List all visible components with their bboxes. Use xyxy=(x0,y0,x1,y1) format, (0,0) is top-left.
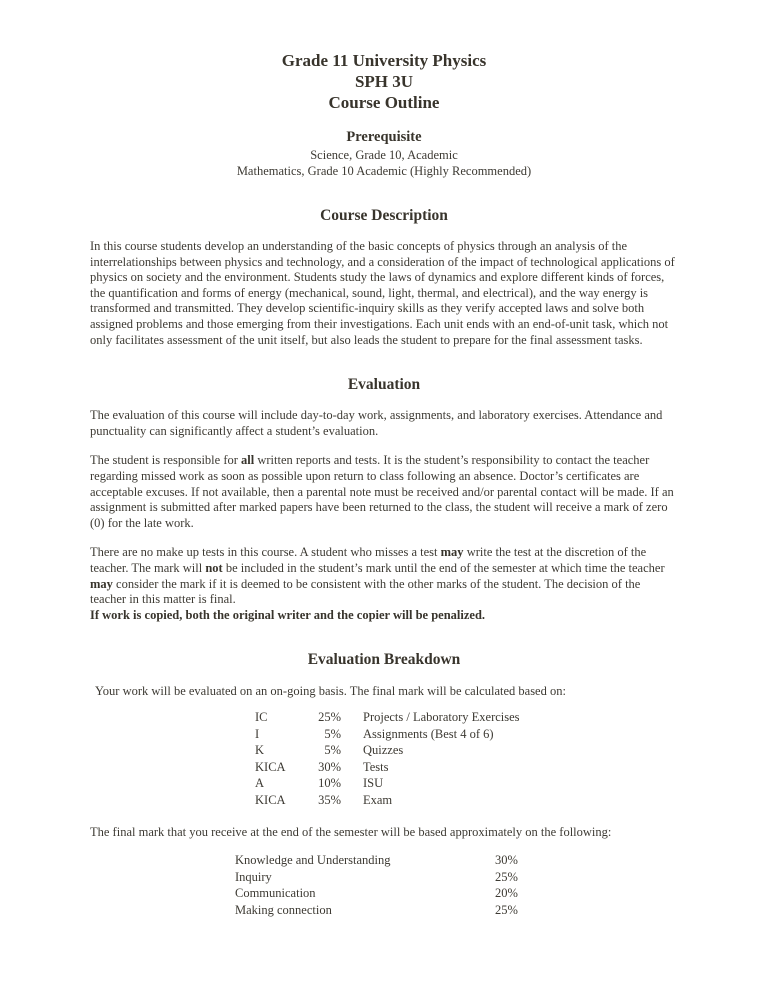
category-code: I xyxy=(255,726,260,741)
paragraph-text: written reports and tests. It is the student’s responsibility to contact the teacher regarding missed work as soon as possible upon return to class following an absence. Doctor’s certificates are acceptable excuses. If not available, then a parental note must be received and/or parental contact will be made. If an assignment is submitted after marked papers have been returned to the class, the student will receive a mark of zero (0) for the late work. xyxy=(90,453,674,530)
paragraph-text: There are no make up tests in this course. A student who misses a test xyxy=(90,545,441,560)
course-title-line-1: Grade 11 University Physics xyxy=(281,51,487,70)
paragraph-text: write the test at the discretion of the teacher. The mark will xyxy=(90,545,647,575)
weight-percent: 30% xyxy=(495,853,518,868)
paragraph-text: be included in the student’s mark until the end of the semester at which time the teacher xyxy=(222,560,665,575)
category-percent: 5% xyxy=(324,743,341,758)
emphasis-text: all xyxy=(241,453,255,468)
course-description-heading: Course Description xyxy=(320,207,448,224)
evaluation-paragraph-2 xyxy=(90,453,678,531)
table-row xyxy=(255,726,520,743)
evaluation-breakdown-heading: Evaluation Breakdown xyxy=(307,651,461,669)
prerequisite-item-2: Mathematics, Grade 10 Academic (Highly Recommended) xyxy=(236,164,532,178)
final-weights-table xyxy=(235,852,535,918)
category-code: KICA xyxy=(255,792,286,807)
category-description: ISU xyxy=(363,776,384,791)
category-percent: 5% xyxy=(324,726,341,741)
category-description: Projects / Laboratory Exercises xyxy=(363,710,520,725)
weight-percent: 25% xyxy=(495,902,518,917)
prerequisite-heading: Prerequisite xyxy=(346,129,422,145)
paragraph-text: The student is responsible for xyxy=(90,453,242,468)
category-percent: 30% xyxy=(318,759,341,774)
category-code: K xyxy=(255,743,265,758)
emphasis-text: may xyxy=(440,545,464,560)
table-row xyxy=(255,742,520,759)
table-row xyxy=(235,852,535,869)
plagiarism-warning: If work is copied, both the original writer and the copier will be penalized. xyxy=(90,607,486,622)
table-row xyxy=(235,869,535,886)
weight-label: Inquiry xyxy=(235,869,272,884)
breakdown-intro: Your work will be evaluated on an on-going basis. The final mark will be calculated based on: xyxy=(95,684,566,699)
weight-label: Making connection xyxy=(235,902,332,917)
category-percent: 25% xyxy=(318,710,341,725)
evaluation-paragraph-3 xyxy=(90,545,678,623)
course-title-line-3: Course Outline xyxy=(328,93,440,112)
weight-label: Knowledge and Understanding xyxy=(235,853,391,868)
category-code: A xyxy=(255,776,265,791)
emphasis-text: not xyxy=(205,560,223,575)
category-description: Exam xyxy=(363,792,393,807)
category-description: Quizzes xyxy=(363,743,404,758)
category-percent: 35% xyxy=(318,792,341,807)
course-description-paragraph: In this course students develop an understanding of the basic concepts of physics through an analysis of the interrelationships between physics and technology, and a consideration of the impact of technological applications of physics on society and the environment. Students study the laws of dynamics and explore different kinds of forces, the quantification and forms of energy (mechanical, sound, light, thermal, and electrical), and the way energy is transformed and transmitted. They develop scientific-inquiry skills as they verify accepted laws and solve both assigned problems and those emerging from their investigations. Each unit ends with an end-of-unit task, which not only facilitates assessment of the unit itself, but also leads the student to prepare for the final assessment tasks. xyxy=(90,239,675,347)
evaluation-heading: Evaluation xyxy=(347,376,421,394)
prerequisite-item-1: Science, Grade 10, Academic xyxy=(310,148,458,162)
final-mark-note: The final mark that you receive at the end of the semester will be based approximately on the following: xyxy=(90,825,612,840)
weight-percent: 25% xyxy=(495,869,518,884)
category-code: IC xyxy=(255,710,268,725)
category-description: Assignments (Best 4 of 6) xyxy=(363,726,494,741)
table-row xyxy=(255,709,520,726)
table-row xyxy=(255,759,520,776)
paragraph-text: consider the mark if it is deemed to be consistent with the other marks of the student. The decision of the teacher in this matter is final. xyxy=(90,576,641,607)
category-description: Tests xyxy=(363,759,389,774)
weight-label: Communication xyxy=(235,886,316,901)
course-title-line-2: SPH 3U xyxy=(354,72,414,91)
table-row xyxy=(235,885,535,902)
evaluation-paragraph-1: The evaluation of this course will include day-to-day work, assignments, and laboratory exercises. Attendance and punctuality can significantly affect a student’s evaluation. xyxy=(90,408,663,438)
category-code: KICA xyxy=(255,759,286,774)
table-row xyxy=(255,775,520,792)
category-percent: 10% xyxy=(318,776,341,791)
table-row xyxy=(255,792,520,809)
emphasis-text: may xyxy=(90,576,113,591)
weight-percent: 20% xyxy=(495,886,518,901)
table-row xyxy=(235,902,535,919)
evaluation-breakdown-table xyxy=(255,709,520,808)
